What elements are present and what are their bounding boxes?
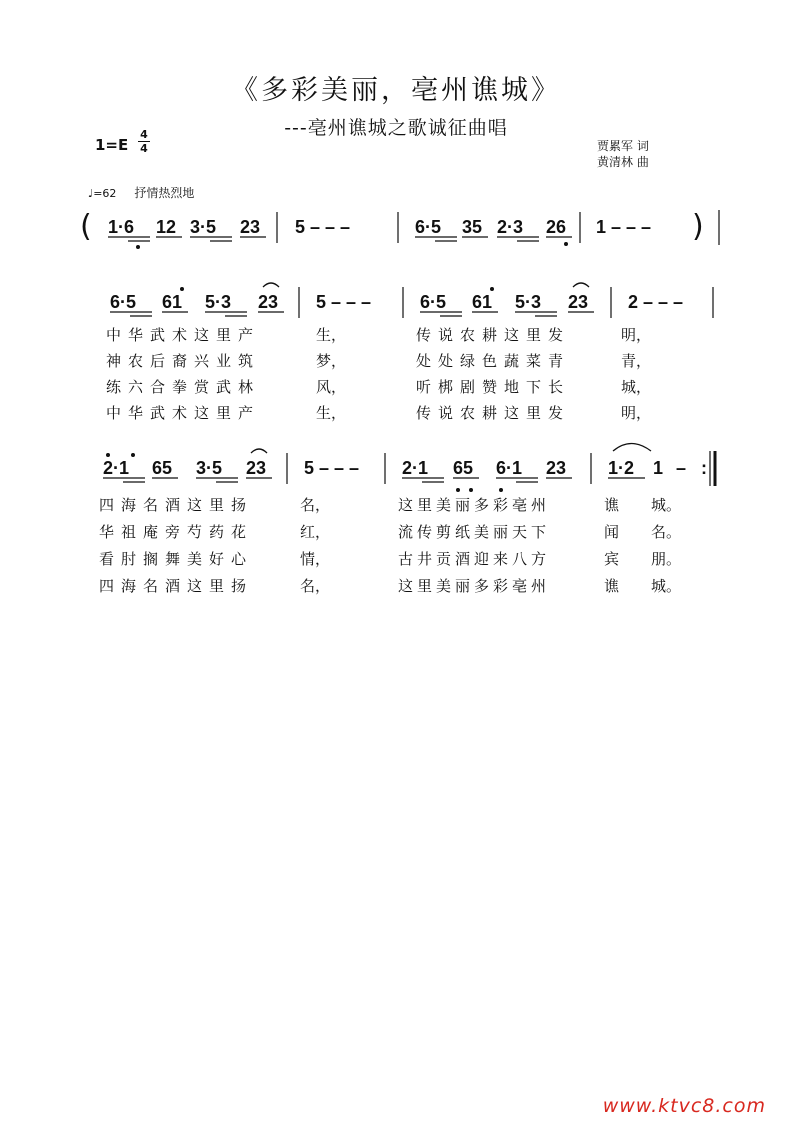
- lyric-verse-3-d: 宾: [604, 550, 620, 568]
- time-signature-top: 4: [140, 128, 148, 141]
- note-group: 23: [240, 217, 261, 237]
- lyric-verse-3-b: 风，: [316, 378, 347, 396]
- note-group: 1 – – –: [596, 217, 652, 237]
- note-group: 6·5: [110, 292, 137, 312]
- song-title: 《多彩美丽，亳州谯城》: [231, 75, 561, 106]
- lyric-verse-3-e: 朋。: [651, 550, 682, 568]
- lyric-verse-2-c: 处处绿色蔬菜青: [416, 352, 571, 370]
- lyric-verse-1-a: 中华武术这里产: [106, 326, 261, 344]
- underlines-line-3: [103, 444, 651, 483]
- octave-dots-line-1: [136, 242, 568, 249]
- note-group: 1·2: [608, 458, 635, 478]
- song-subtitle: ---亳州谯城之歌诚征曲唱: [284, 117, 508, 139]
- lyric-verse-4-a: 中华武术这里产: [106, 404, 261, 422]
- repeat-dots: :: [701, 458, 707, 478]
- score-line-3: [103, 451, 715, 486]
- tempo-value: ♩=62: [88, 187, 117, 200]
- note-group: 3·5: [190, 217, 217, 237]
- slur: [263, 283, 279, 287]
- note-group: 3·5: [196, 458, 223, 478]
- lyric-verse-2-c: 流传剪纸美丽天下: [398, 523, 551, 541]
- lyric-verse-3-a: 练六合拳赏武林: [106, 378, 261, 396]
- note-group: 5·3: [205, 292, 232, 312]
- lyric-verse-3-a: 看肘搁舞美好心: [99, 550, 254, 568]
- lyric-verse-4-e: 城。: [651, 577, 682, 595]
- time-signature-bottom: 4: [140, 142, 148, 155]
- lyric-verse-4-c: 传说农耕这里发: [416, 404, 571, 422]
- lyric-verse-1-a: 四海名酒这里扬: [99, 496, 254, 514]
- score-line-2: [110, 287, 713, 318]
- note-group: 2·3: [497, 217, 524, 237]
- note-group: 23: [258, 292, 279, 312]
- lyric-verse-3-c: 古井贡酒迎来八方: [398, 550, 551, 568]
- note-group: 12: [156, 217, 177, 237]
- lyric-verse-4-a: 四海名酒这里扬: [99, 577, 254, 595]
- lyric-verse-4-b: 名，: [300, 577, 331, 595]
- lyric-verse-4-d: 明，: [621, 404, 652, 422]
- note-group: 26: [546, 217, 567, 237]
- lyric-verse-4-b: 生，: [316, 404, 347, 422]
- note-group: 23: [246, 458, 267, 478]
- note-group: 65: [152, 458, 173, 478]
- note-group: 5·3: [515, 292, 542, 312]
- lyric-verse-1-d: 谯: [604, 496, 620, 514]
- note-group: 6·1: [496, 458, 523, 478]
- note-group: 6·5: [415, 217, 442, 237]
- note-group: –: [676, 458, 687, 478]
- lyric-verse-2-e: 名。: [651, 523, 682, 541]
- underlines-line-1: [108, 237, 572, 241]
- lyric-verse-1-e: 城。: [651, 496, 682, 514]
- note-group: 2·1: [402, 458, 429, 478]
- composer-credit: 黄清林 曲: [597, 155, 649, 169]
- note-group: 5 – – –: [295, 217, 351, 237]
- lyric-verse-3-d: 城，: [621, 378, 652, 396]
- lyric-verse-2-d: 青，: [621, 352, 652, 370]
- note-group: 2·1: [103, 458, 130, 478]
- lyric-verse-2-a: 华祖庵旁芍药花: [99, 523, 254, 541]
- lyric-verse-1-b: 名，: [300, 496, 331, 514]
- note-group: 65: [453, 458, 474, 478]
- close-paren: ): [692, 209, 704, 244]
- lyric-verse-2-a: 神农后裔兴业筑: [106, 352, 261, 370]
- octave-dots-line-2: [180, 287, 494, 291]
- slur: [573, 283, 589, 287]
- note-group: 61: [162, 292, 183, 312]
- lyric-verse-1-c: 传说农耕这里发: [416, 326, 571, 344]
- slur: [251, 449, 267, 453]
- note-group: 35: [462, 217, 483, 237]
- note-group: 1·6: [108, 217, 135, 237]
- lyric-verse-1-b: 生，: [316, 326, 347, 344]
- site-watermark: www.ktvc8.com: [602, 1095, 766, 1117]
- lyric-verse-1-c: 这里美丽多彩亳州: [398, 496, 551, 514]
- note-group: 1: [653, 458, 664, 478]
- lyric-verse-2-d: 闻: [604, 523, 620, 541]
- note-group: 5 – – –: [316, 292, 372, 312]
- slur: [613, 444, 651, 452]
- note-group: 61: [472, 292, 493, 312]
- lyric-verse-4-c: 这里美丽多彩亳州: [398, 577, 551, 595]
- lyric-verse-1-d: 明，: [621, 326, 652, 344]
- lyric-verse-3-b: 情，: [300, 550, 331, 568]
- note-group: 2 – – –: [628, 292, 684, 312]
- lyric-verse-3-c: 听梆剧赞地下长: [416, 378, 571, 396]
- lyric-verse-2-b: 红，: [300, 523, 331, 541]
- key-signature: 1=E: [95, 136, 129, 154]
- lyric-verse-2-b: 梦，: [316, 352, 347, 370]
- lyricist-credit: 贾累军 词: [597, 139, 649, 153]
- score-line-1: [80, 209, 719, 245]
- note-group: 23: [546, 458, 567, 478]
- note-group: 23: [568, 292, 589, 312]
- open-paren: (: [80, 209, 92, 244]
- note-group: 5 – – –: [304, 458, 360, 478]
- expression-marking: 抒情热烈地: [134, 186, 195, 200]
- note-group: 6·5: [420, 292, 447, 312]
- lyric-verse-4-d: 谯: [604, 577, 620, 595]
